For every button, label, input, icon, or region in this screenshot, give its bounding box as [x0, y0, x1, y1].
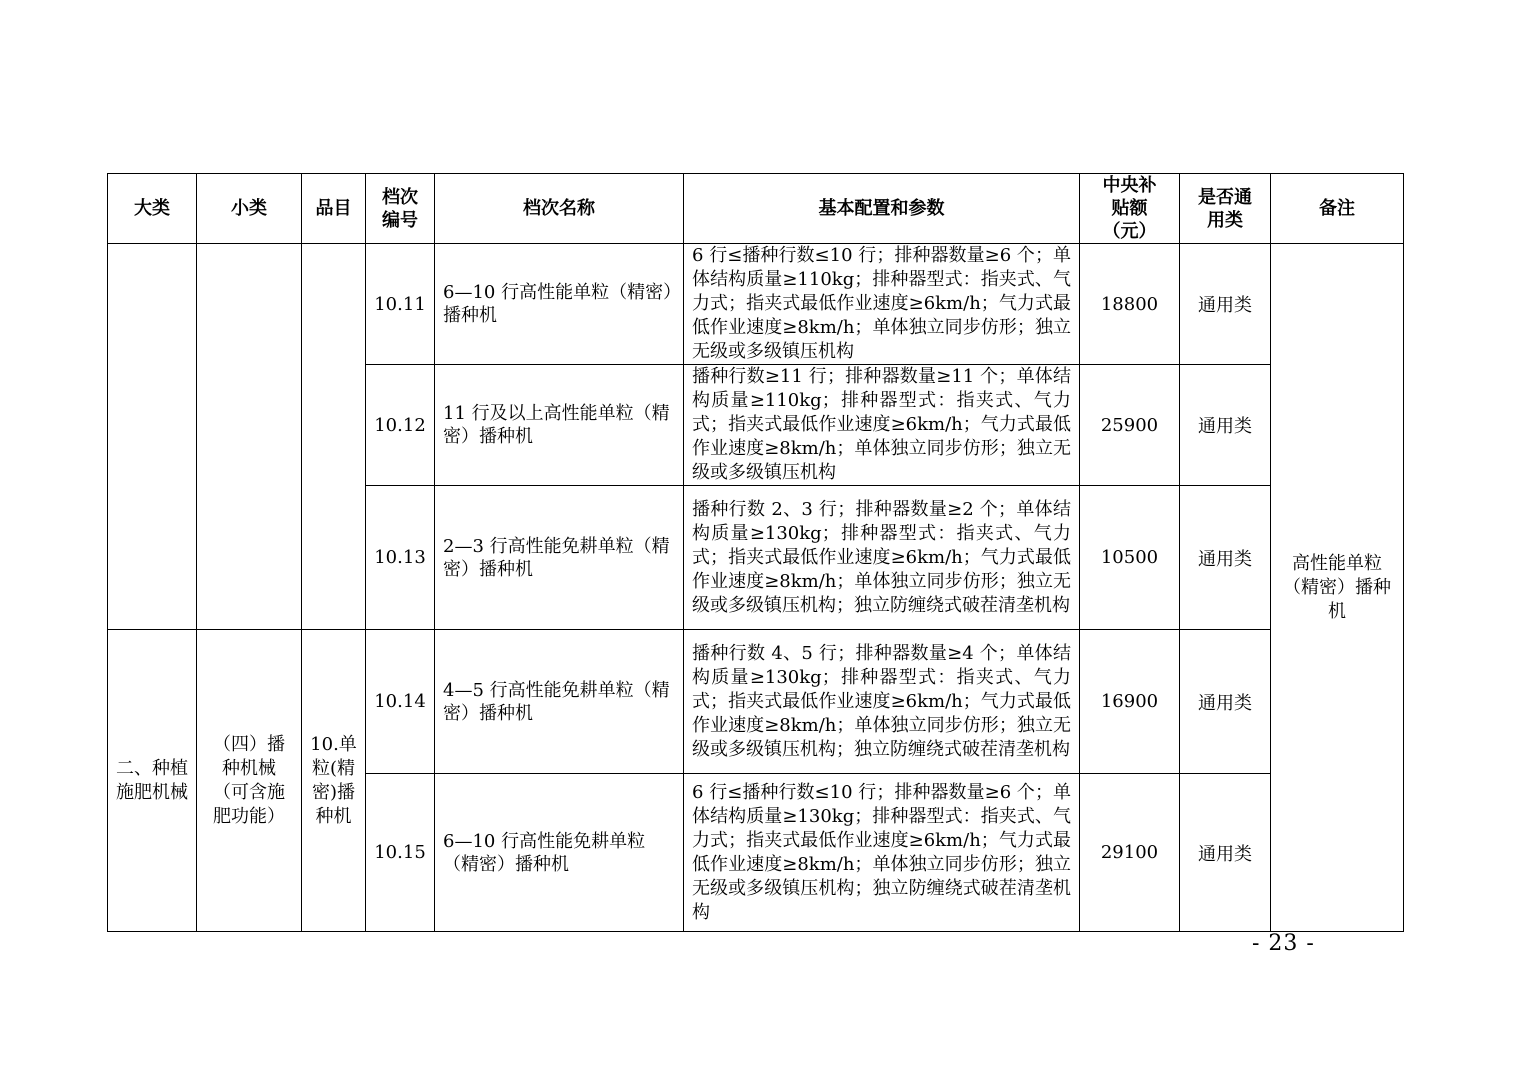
item-text: 10.单粒(精密)播种机: [310, 733, 357, 827]
subcategory-cell: [197, 630, 302, 932]
subcategory-cell-empty: [197, 244, 302, 630]
tier-name: 6—10 行高性能免耕单粒（精密）播种机: [435, 774, 684, 932]
subsidy-amount: 25900: [1080, 365, 1180, 486]
page-number: - 23 -: [1252, 931, 1315, 956]
header-item: 品目: [302, 174, 366, 244]
item-cell-empty: [302, 244, 366, 630]
tier-name: 6—10 行高性能单粒（精密）播种机: [435, 244, 684, 365]
header-category: 大类: [108, 174, 197, 244]
category-cell-empty: [108, 244, 197, 630]
tier-code: 10.14: [366, 630, 435, 774]
header-general-text: 是否通用类: [1198, 186, 1252, 231]
general-flag: 通用类: [1180, 630, 1271, 774]
subsidy-amount: 16900: [1080, 630, 1180, 774]
category-cell: [108, 630, 197, 932]
header-subcategory: 小类: [197, 174, 302, 244]
config-text: 6 行≤播种行数≤10 行；排种器数量≥6 个；单体结构质量≥110kg；排种器型式：指夹式、气力式；指夹式最低作业速度≥6km/h；气力式最低作业速度≥8km/h；单体独立同步仿形；独立无级或多级镇压机构: [684, 244, 1080, 365]
general-flag: 通用类: [1180, 244, 1271, 365]
tier-code: 10.15: [366, 774, 435, 932]
general-flag: 通用类: [1180, 486, 1271, 630]
table-row: [108, 630, 1404, 774]
subsidy-amount: 29100: [1080, 774, 1180, 932]
header-tier-code-text: 档次编号: [382, 186, 418, 231]
tier-name: 4—5 行高性能免耕单粒（精密）播种机: [435, 630, 684, 774]
header-subsidy-text: 中央补贴额（元）: [1102, 175, 1157, 242]
category-text: 二、种植施肥机械: [116, 757, 188, 803]
config-text: 播种行数≥11 行；排种器数量≥11 个；单体结构质量≥110kg；排种器型式：指夹式、气力式；指夹式最低作业速度≥6km/h；气力式最低作业速度≥8km/h；单体独立同步仿形；独立无级或多级镇压机构: [684, 365, 1080, 486]
config-text: 6 行≤播种行数≤10 行；排种器数量≥6 个；单体结构质量≥130kg；排种器型式：指夹式、气力式；指夹式最低作业速度≥6km/h；气力式最低作业速度≥8km/h；单体独立同步仿形；独立无级或多级镇压机构；独立防缠绕式破茬清垄机构: [684, 774, 1080, 932]
tier-code: 10.13: [366, 486, 435, 630]
subsidy-table: [107, 173, 1404, 932]
header-tier-code: [366, 174, 435, 244]
general-flag: 通用类: [1180, 774, 1271, 932]
config-text: 播种行数 4、5 行；排种器数量≥4 个；单体结构质量≥130kg；排种器型式：指夹式、气力式；指夹式最低作业速度≥6km/h；气力式最低作业速度≥8km/h；单体独立同步仿形；独立无级或多级镇压机构；独立防缠绕式破茬清垄机构: [684, 630, 1080, 774]
header-remark: 备注: [1271, 174, 1404, 244]
header-tier-name: 档次名称: [435, 174, 684, 244]
header-subsidy: [1080, 174, 1180, 244]
table-row: [108, 244, 1404, 365]
subsidy-amount: 18800: [1080, 244, 1180, 365]
header-config: 基本配置和参数: [684, 174, 1080, 244]
subsidy-amount: 10500: [1080, 486, 1180, 630]
config-text: 播种行数 2、3 行；排种器数量≥2 个；单体结构质量≥130kg；排种器型式：指夹式、气力式；指夹式最低作业速度≥6km/h；气力式最低作业速度≥8km/h；单体独立同步仿形；独立无级或多级镇压机构；独立防缠绕式破茬清垄机构: [684, 486, 1080, 630]
tier-code: 10.11: [366, 244, 435, 365]
tier-code: 10.12: [366, 365, 435, 486]
header-row: [108, 174, 1404, 244]
general-flag: 通用类: [1180, 365, 1271, 486]
header-general: [1180, 174, 1271, 244]
remark-text: 高性能单粒（精密）播种机: [1283, 552, 1391, 622]
item-cell: [302, 630, 366, 932]
subcategory-text: （四）播种机械（可含施肥功能）: [213, 733, 285, 827]
remark-cell: [1271, 244, 1404, 932]
tier-name: 2—3 行高性能免耕单粒（精密）播种机: [435, 486, 684, 630]
tier-name: 11 行及以上高性能单粒（精密）播种机: [435, 365, 684, 486]
